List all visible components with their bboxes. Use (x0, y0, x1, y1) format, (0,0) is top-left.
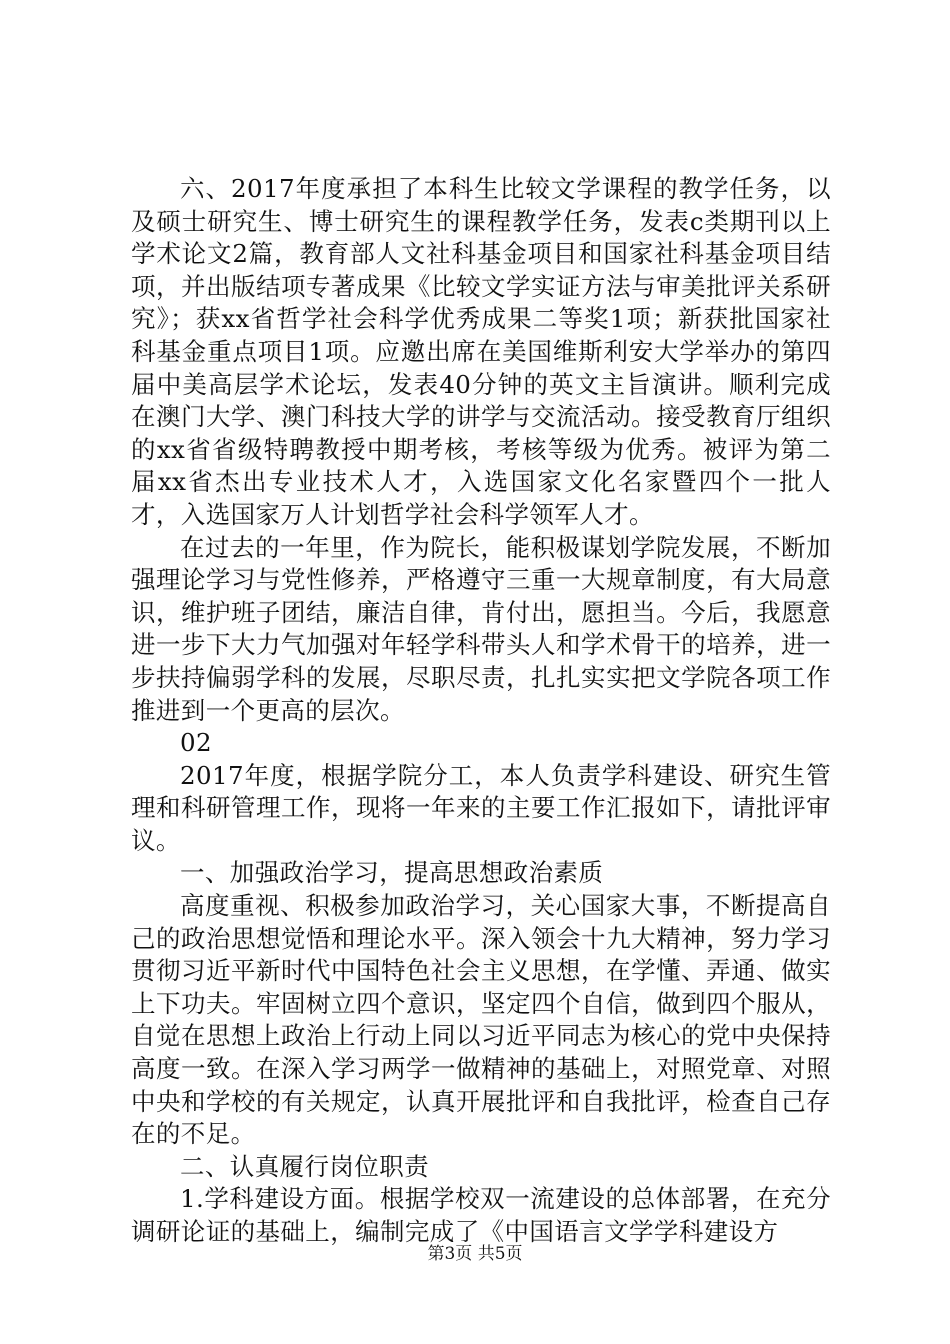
paragraph-summary: 在过去的一年里，作为院长，能积极谋划学院发展，不断加强理论学习与党性修养，严格遵守三重一大规章制度，有大局意识，维护班子团结，廉洁自律，肯付出，愿担当。今后，我愿意进一步下大力气加强对年轻学科带头人和学术骨干的培养，进一步扶持偏弱学科的发展，尽职尽责，扎扎实实把文学院各项工作推进到一个更高的层次。 (131, 532, 831, 725)
paragraph-political-study: 高度重视、积极参加政治学习，关心国家大事，不断提高自己的政治思想觉悟和理论水平。深入领会十九大精神，努力学习贯彻习近平新时代中国特色社会主义思想，在学懂、弄通、做实上下功夫。牢固树立四个意识，坚定四个自信，做到四个服从，自觉在思想上政治上行动上同以习近平同志为核心的党中央保持高度一致。在深入学习两学一做精神的基础上，对照党章、对照中央和学校的有关规定，认真开展批评和自我批评，检查自己存在的不足。 (131, 891, 831, 1149)
section-heading-political-study: 一、加强政治学习，提高思想政治素质 (180, 858, 604, 888)
section-heading-duties: 二、认真履行岗位职责 (180, 1151, 429, 1181)
section-number: 02 (180, 728, 212, 758)
document-body (131, 173, 831, 1249)
paragraph-achievements: 六、2017年度承担了本科生比较文学课程的教学任务，以及硕士研究生、博士研究生的课程教学任务，发表c类期刊以上学术论文2篇，教育部人文社科基金项目和国家社科基金项目结项，并出版结项专著成果《比较文学实证方法与审美批评关系研究》；获xx省哲学社会科学优秀成果二等奖1项；新获批国家社科基金重点项目1项。应邀出席在美国维斯利安大学举办的第四届中美高层学术论坛，发表40分钟的英文主旨演讲。顺利完成在澳门大学、澳门科技大学的讲学与交流活动。接受教育厅组织的xx省省级特聘教授中期考核，考核等级为优秀。被评为第二届xx省杰出专业技术人才，入选国家文化名家暨四个一批人才，入选国家万人计划哲学社会科学领军人才。 (131, 174, 831, 529)
paragraph-intro: 2017年度，根据学院分工，本人负责学科建设、研究生管理和科研管理工作，现将一年来的主要工作汇报如下，请批评审议。 (131, 760, 831, 855)
page-indicator: 第3页 共5页 (427, 1244, 523, 1264)
page-footer (0, 1243, 950, 1265)
paragraph-discipline-building: 1.学科建设方面。根据学校双一流建设的总体部署，在充分调研论证的基础上，编制完成了《中国语言文学学科建设方 (131, 1184, 831, 1246)
